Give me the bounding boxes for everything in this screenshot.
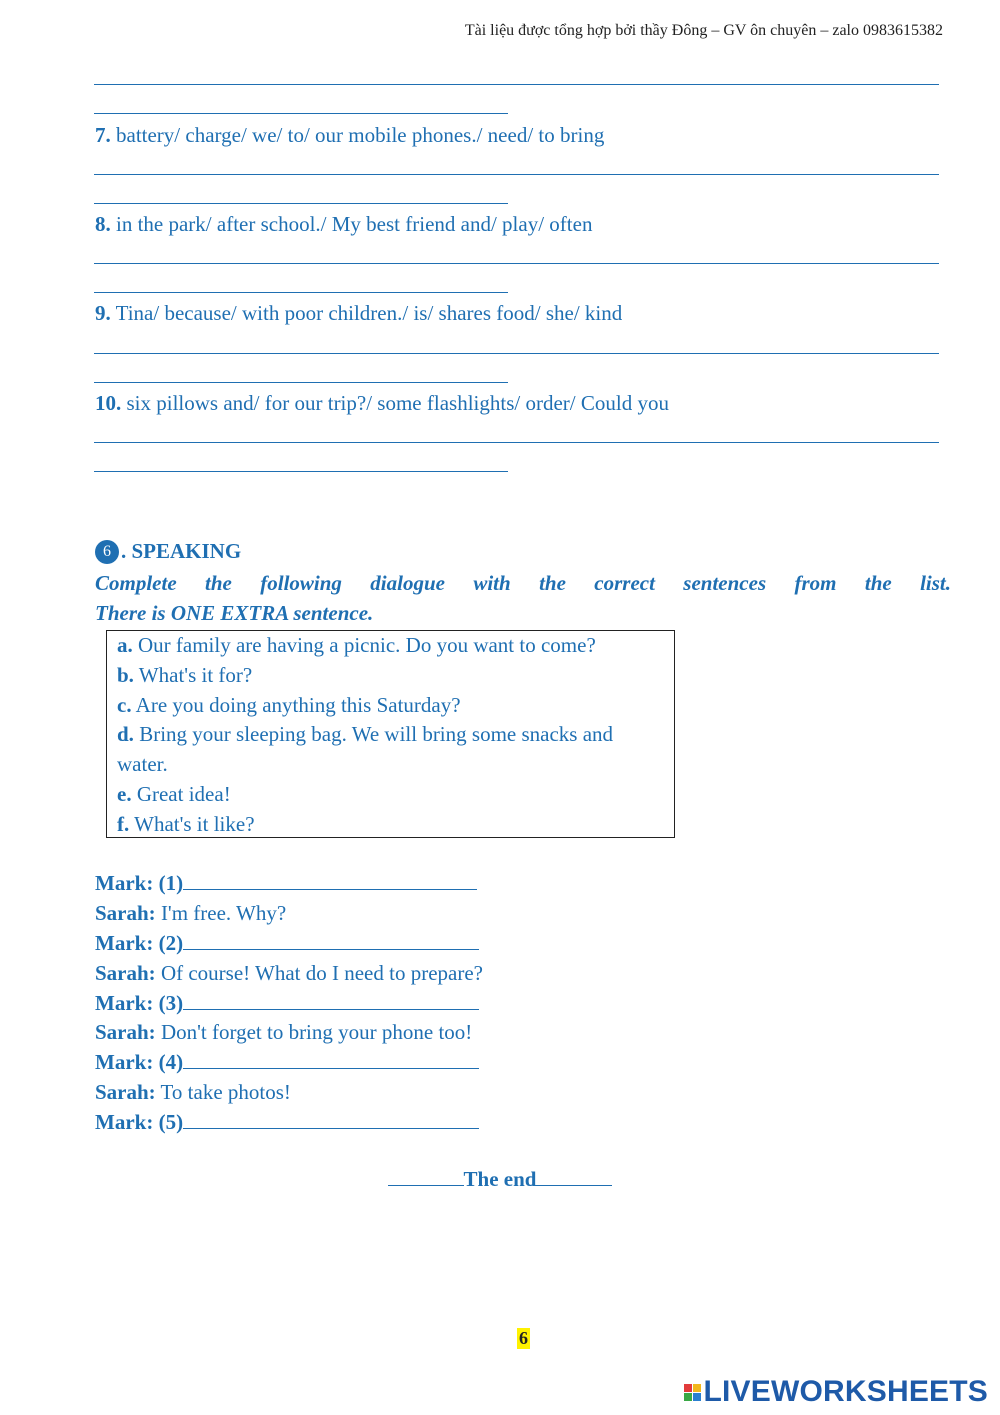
speaker: Sarah: [95,961,156,985]
answer-line[interactable] [94,382,508,383]
option-d [117,720,647,780]
dialogue-text: Don't forget to bring your phone too! [155,1020,473,1044]
option-a [117,631,664,661]
options-box [106,630,675,838]
speaker: Mark: [95,1110,154,1134]
question-number: 10. [95,391,122,415]
question-number: 9. [95,301,111,325]
question-10 [95,389,669,417]
dialogue-text: Of course! What do I need to prepare? [155,961,483,985]
logo-text: LIVEWORKSHEETS [703,1375,988,1408]
option-f [117,810,664,840]
option-text: Are you doing anything this Saturday? [131,692,461,717]
instruction-line-2: There is ONE EXTRA sentence. [95,601,374,625]
dialogue-blank-3[interactable] [183,989,479,1010]
option-e [117,780,664,810]
instruction-line-1: Complete the following dialogue with the correct sentences from the list. [95,571,951,595]
question-number: 7. [95,123,111,147]
dialogue-text: (1) [153,871,184,895]
dialogue-text: To take photos! [155,1080,291,1104]
dialogue-blank-4[interactable] [183,1048,479,1069]
option-key: b. [117,662,134,687]
dialogue-line [95,898,286,928]
dialogue-line [95,1017,472,1047]
dialogue-line [95,928,479,958]
dialogue-text: (5) [153,1110,184,1134]
speaker: Sarah: [95,1020,156,1044]
option-key: f. [117,811,130,836]
answer-line[interactable] [94,442,939,443]
answer-line[interactable] [94,174,939,175]
page-header: Tài liệu được tổng hợp bởi thầy Đông – GV ôn chuyên – zalo 0983615382 [464,22,943,39]
answer-line[interactable] [94,353,939,354]
option-text: Our family are having a picnic. Do you want to come? [132,633,596,657]
answer-line[interactable] [94,84,939,85]
dialogue-blank-2[interactable] [183,929,479,950]
question-text: battery/ charge/ we/ to/ our mobile phones./ need/ to bring [110,123,605,147]
decor-line [388,1165,464,1186]
dialogue-line [95,868,477,898]
section-title [95,539,241,564]
option-text: What's it like? [129,811,255,836]
dialogue-line [95,1107,479,1137]
option-key: d. [117,722,134,747]
dialogue-text: (2) [153,931,184,955]
question-number: 8. [95,212,111,236]
option-text: Great idea! [131,781,231,806]
option-text: Bring your sleeping bag. We will bring some snacks and water. [117,722,614,777]
question-9 [95,299,622,327]
speaker: Mark: [95,1050,154,1074]
speaker: Sarah: [95,901,156,925]
option-key: e. [117,781,132,806]
dialogue-text: (4) [153,1050,184,1074]
dialogue-line [95,1077,291,1107]
answer-line[interactable] [94,113,508,114]
speaker: Mark: [95,991,154,1015]
question-text: Tina/ because/ with poor children./ is/ shares food/ she/ kind [110,301,623,325]
question-7 [95,121,604,149]
dialogue-blank-1[interactable] [183,869,477,890]
dialogue-text: I'm free. Why? [155,901,287,925]
question-text: in the park/ after school./ My best friend and/ play/ often [110,212,593,236]
option-key: a. [117,633,133,657]
question-text: six pillows and/ for our trip?/ some flashlights/ order/ Could you [121,391,669,415]
section-number-badge: 6 [95,540,119,564]
answer-line[interactable] [94,292,508,293]
dialogue-blank-5[interactable] [183,1108,479,1129]
option-b [117,661,664,691]
speaker: Mark: [95,931,154,955]
the-end [0,1165,1000,1192]
decor-line [536,1165,612,1186]
dialogue-line [95,1047,479,1077]
answer-line[interactable] [94,471,508,472]
speaker: Sarah: [95,1080,156,1104]
the-end-text: The end [463,1167,537,1191]
page-number: 6 [519,1328,528,1348]
liveworksheets-logo [684,1375,989,1409]
answer-line[interactable] [94,203,508,204]
option-key: c. [117,692,132,717]
option-c [117,691,664,721]
dialogue-text: (3) [153,991,184,1015]
dialogue-line [95,958,483,988]
question-8 [95,210,592,238]
dialogue-line [95,988,479,1018]
option-text: What's it for? [133,662,253,687]
section-title-text: . SPEAKING [121,539,242,563]
answer-line[interactable] [94,263,939,264]
speaker: Mark: [95,871,154,895]
logo-icon [684,1384,701,1401]
